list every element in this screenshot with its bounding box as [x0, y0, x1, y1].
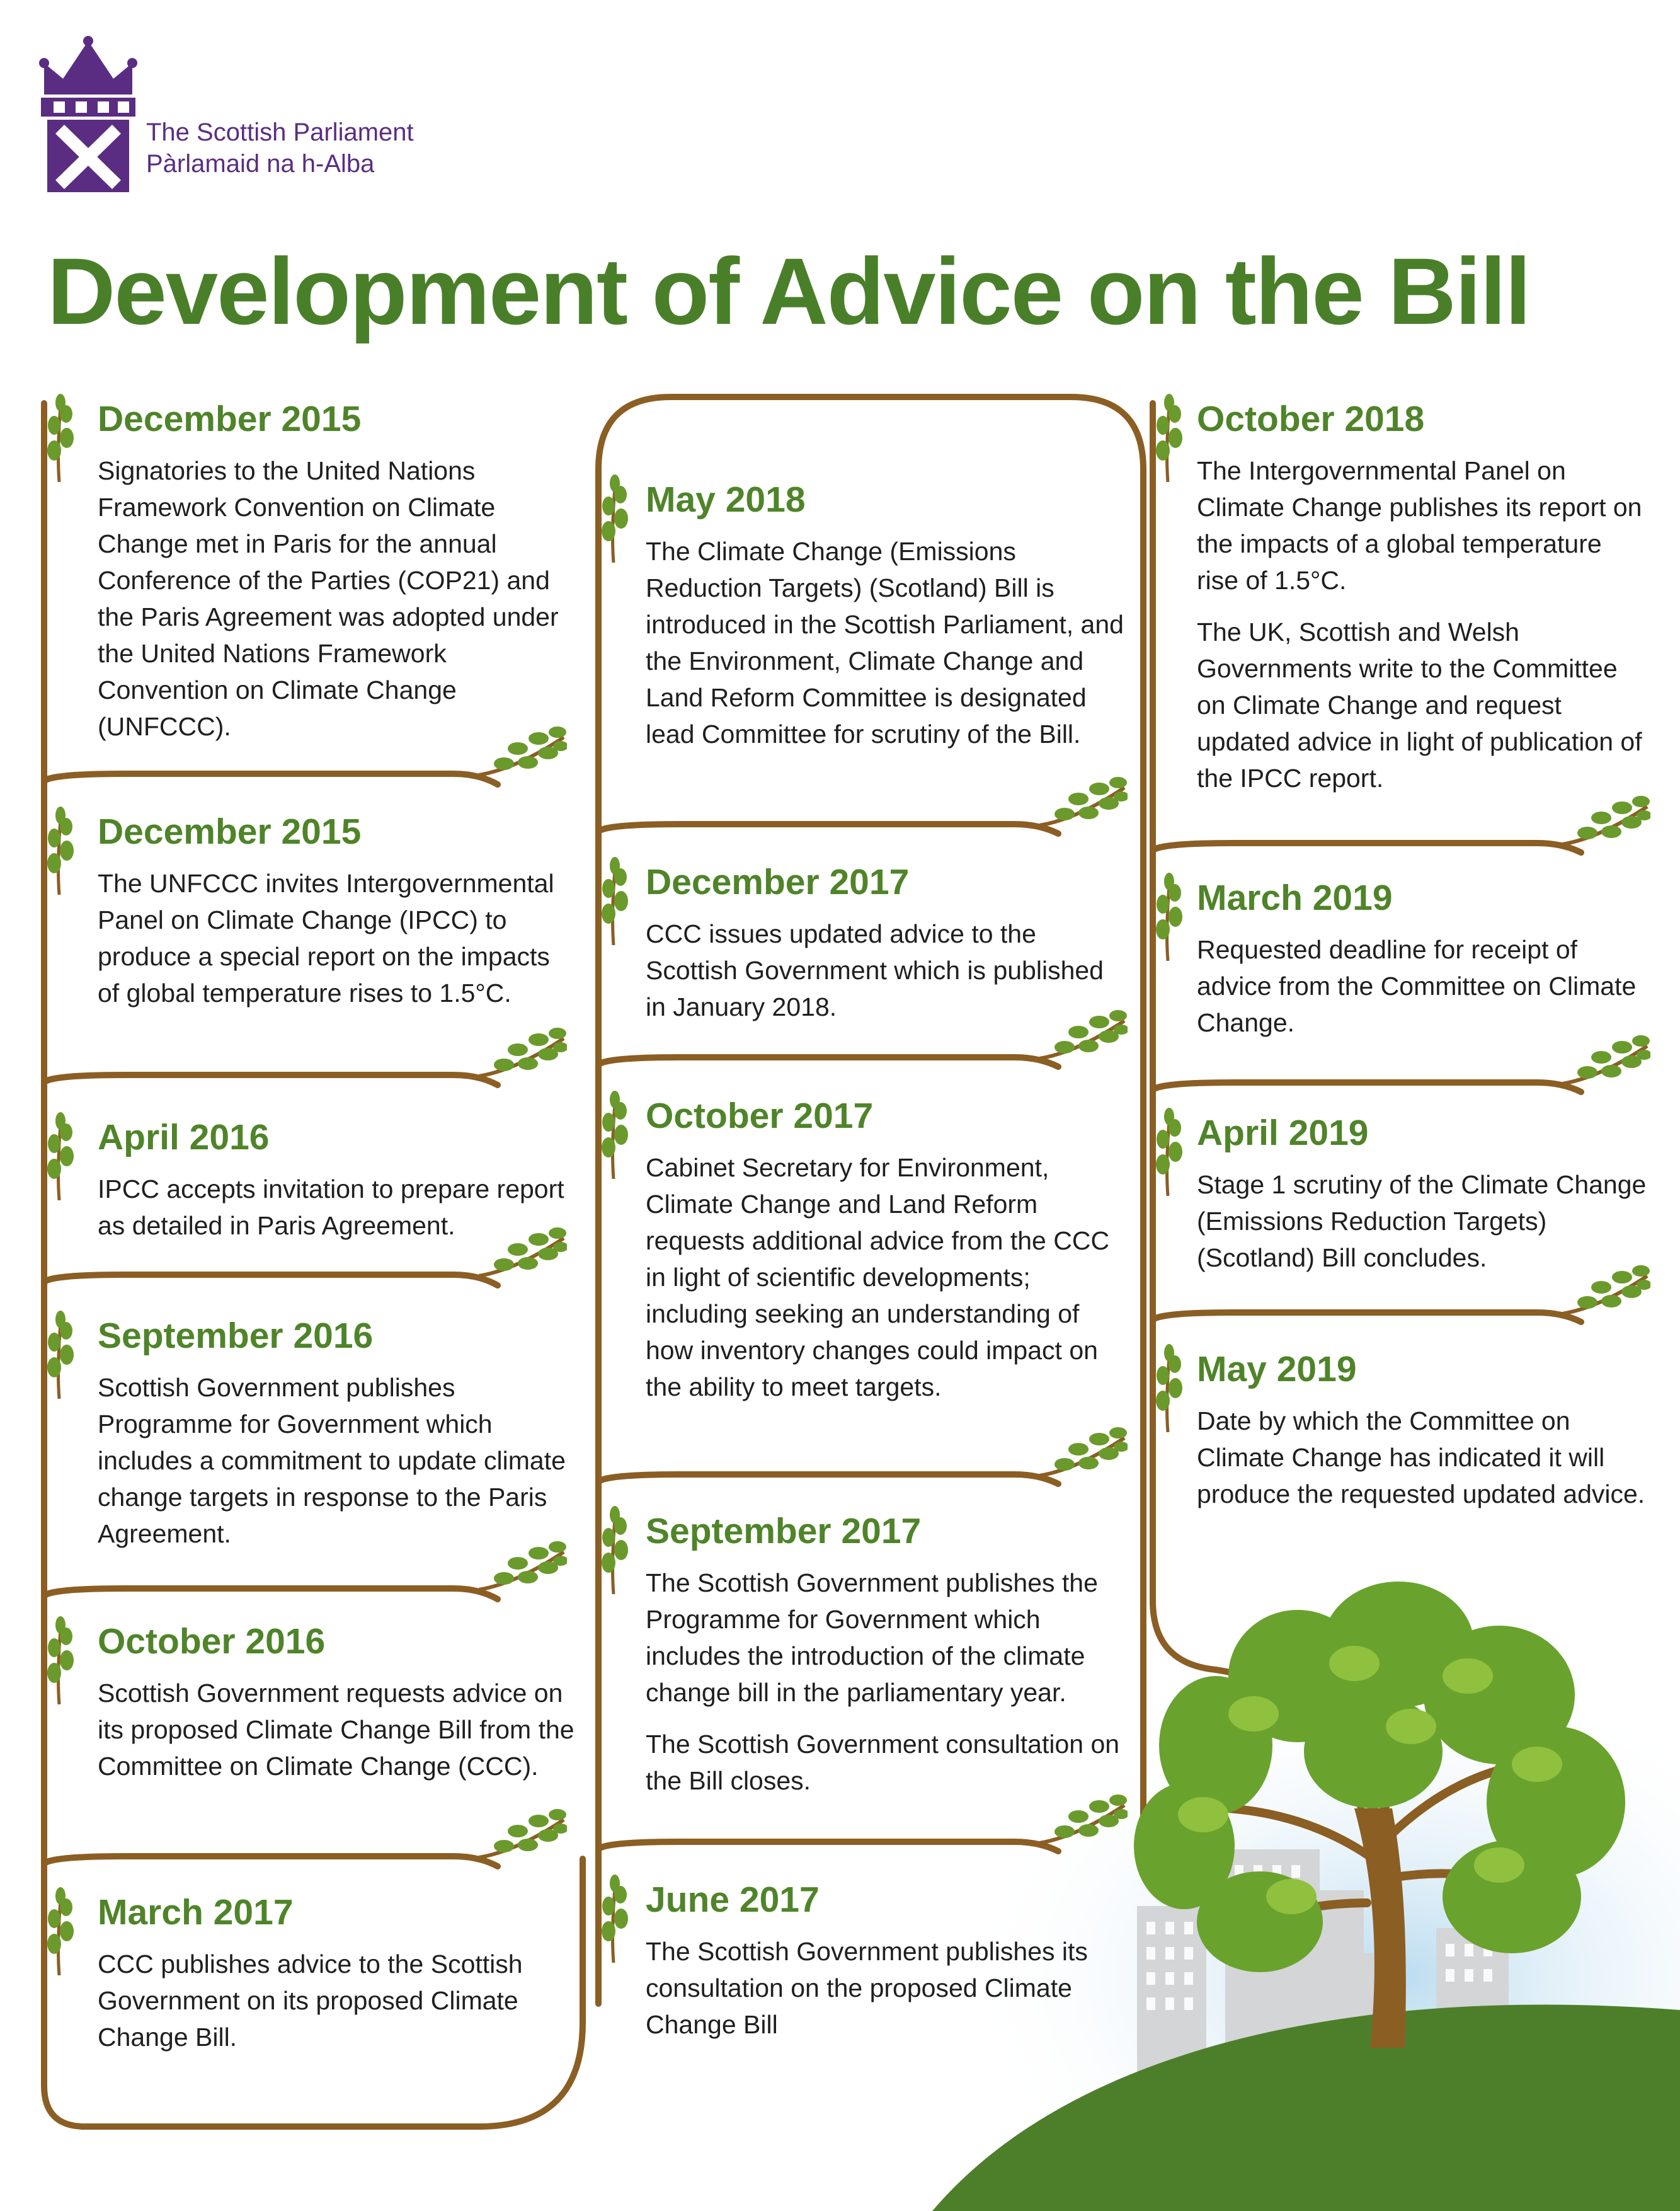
timeline-entry	[646, 478, 1124, 767]
timeline-entry	[98, 1890, 576, 2070]
entry-date: September 2017	[646, 1511, 922, 1551]
leaf-sprig-icon	[45, 807, 77, 895]
entry-date: December 2017	[646, 862, 910, 902]
leaf-branch-icon	[479, 725, 567, 781]
entry-date: June 2017	[646, 1880, 820, 1920]
parliament-logo	[38, 35, 139, 192]
entry-date: September 2016	[98, 1316, 374, 1356]
entry-text: Scottish Government requests advice on its proposed Climate Change Bill from the Committee on Climate Change (CCC).	[98, 1679, 574, 1781]
entry-date: March 2019	[1197, 878, 1393, 918]
leaf-branch-icon	[1039, 775, 1128, 832]
entry-text: Signatories to the United Nations Framework Convention on Climate Change met in Paris for the annual Conference of the Parties (COP21) and the Paris Agreement was adopted under the United Nations Framework Convention on Climate Change (UNFCCC).	[98, 456, 559, 741]
leaf-sprig-icon	[1154, 394, 1186, 482]
timeline-entry	[98, 810, 576, 1026]
entry-text: CCC issues updated advice to the Scottish Government which is published in January 2018.	[646, 919, 1104, 1021]
leaf-branch-icon	[479, 1807, 567, 1864]
leaf-sprig-icon	[45, 1112, 77, 1200]
organisation-name-english: The Scottish Parliament	[146, 118, 414, 146]
leaf-sprig-icon	[45, 1311, 77, 1399]
leaf-sprig-icon	[1154, 873, 1186, 961]
leaf-branch-icon	[479, 1539, 567, 1596]
entry-text: The Scottish Government publishes its consultation on the proposed Climate Change Bill	[646, 1937, 1088, 2039]
entry-date: December 2015	[98, 399, 362, 439]
entry-text: Requested deadline for receipt of advice from the Committee on Climate Change.	[1197, 935, 1637, 1037]
timeline-entry	[98, 1314, 576, 1567]
entry-text: CCC publishes advice to the Scottish Government on its proposed Climate Change Bill.	[98, 1950, 523, 2052]
timeline-entry	[98, 397, 576, 760]
leaf-sprig-icon	[1154, 1344, 1186, 1432]
page-title: Development of Advice on the Bill	[47, 238, 1530, 344]
entry-text: The UNFCCC invites Intergovernmental Panel on Climate Change (IPCC) to produce a special report on the impacts of global temperature rises to 1.5°C.	[98, 869, 554, 1008]
timeline-entry	[646, 1878, 1124, 2058]
organisation-name	[146, 117, 414, 180]
entry-date: May 2019	[1197, 1349, 1357, 1389]
entry-text: The UK, Scottish and Welsh Governments write to the Committee on Climate Change and request updated advice in light of publication of the IPCC report.	[1197, 617, 1642, 793]
leaf-sprig-icon	[45, 1887, 77, 1975]
crown-saltire-icon	[38, 35, 139, 192]
entry-date: March 2017	[98, 1892, 294, 1932]
entry-text: IPCC accepts invitation to prepare report as detailed in Paris Agreement.	[98, 1174, 564, 1240]
entry-text: Date by which the Committee on Climate Change has indicated it will produce the requested updated advice.	[1197, 1406, 1645, 1508]
leaf-branch-icon	[1039, 1793, 1128, 1849]
entry-text: Cabinet Secretary for Environment, Climate Change and Land Reform requests additional advice from the CCC in light of scientific developments; including seeking an understanding of how inventory changes could impact on the ability to meet targets.	[646, 1153, 1110, 1401]
leaf-sprig-icon	[600, 474, 631, 563]
timeline-entry	[98, 1619, 576, 1800]
entry-text: Stage 1 scrutiny of the Climate Change (Emissions Reduction Targets) (Scotland) Bill concludes.	[1197, 1170, 1647, 1272]
leaf-branch-icon	[1562, 1263, 1650, 1320]
entry-text: The Climate Change (Emissions Reduction Targets) (Scotland) Bill is introduced in the Scottish Parliament, and the Environment, Climate Change and Land Reform Committee is designated lead Committee for scrutiny of the Bill.	[646, 537, 1124, 749]
entry-text: The Scottish Government consultation on the Bill closes.	[646, 1730, 1120, 1795]
leaf-sprig-icon	[600, 1091, 631, 1179]
entry-date: October 2017	[646, 1096, 874, 1136]
leaf-sprig-icon	[1154, 1108, 1186, 1196]
entry-text: Scottish Government publishes Programme for Government which includes a commitment to update climate change targets in response to the Paris Agreement.	[98, 1373, 566, 1548]
leaf-branch-icon	[1562, 1033, 1650, 1090]
leaf-sprig-icon	[45, 1616, 77, 1704]
leaf-sprig-icon	[600, 1506, 631, 1594]
entry-text: The Intergovernmental Panel on Climate Change publishes its report on the impacts of a global temperature rise of 1.5°C.	[1197, 456, 1642, 595]
leaf-branch-icon	[1039, 1425, 1128, 1482]
entry-date: April 2019	[1197, 1113, 1369, 1153]
leaf-sprig-icon	[600, 857, 631, 945]
leaf-sprig-icon	[600, 1875, 631, 1963]
timeline-entry	[646, 1509, 1124, 1814]
entry-date: December 2015	[98, 812, 362, 852]
timeline-entry	[1197, 876, 1650, 1056]
entry-date: October 2018	[1197, 399, 1425, 439]
leaf-sprig-icon	[45, 394, 77, 482]
timeline-entry	[1197, 1347, 1650, 1527]
timeline-entry	[646, 1094, 1124, 1420]
organisation-name-gaelic: Pàrlamaid na h-Alba	[146, 150, 375, 178]
leaf-branch-icon	[479, 1226, 567, 1282]
leaf-branch-icon	[479, 1026, 567, 1083]
entry-date: October 2016	[98, 1621, 326, 1662]
leaf-branch-icon	[1562, 794, 1650, 851]
entry-date: April 2016	[98, 1117, 270, 1157]
timeline-entry	[1197, 397, 1650, 812]
entry-text: The Scottish Government publishes the Programme for Government which includes the introduction of the climate change bill in the parliamentary year.	[646, 1568, 1098, 1707]
entry-date: May 2018	[646, 480, 806, 520]
leaf-branch-icon	[1039, 1008, 1128, 1065]
